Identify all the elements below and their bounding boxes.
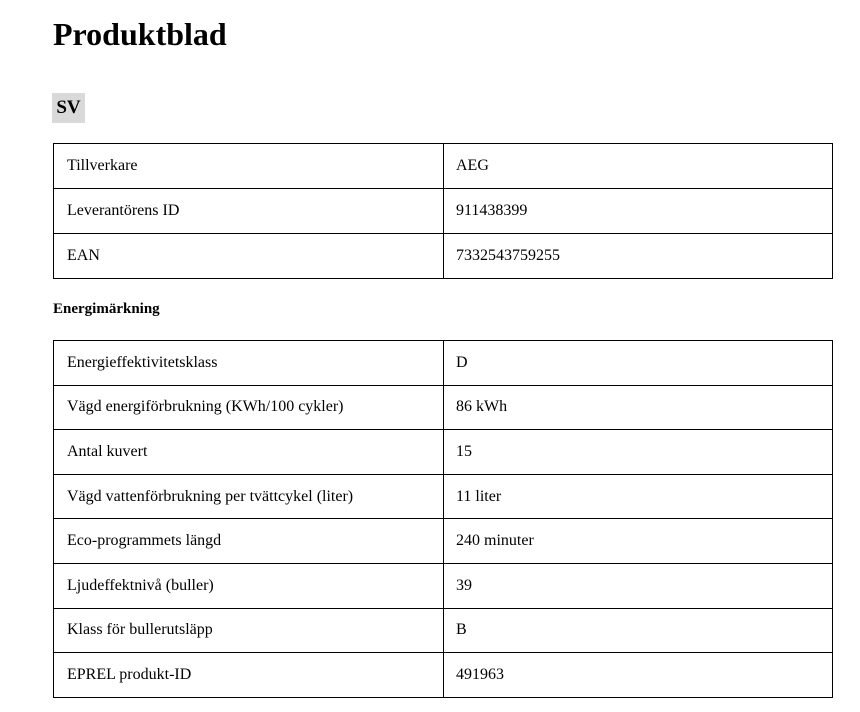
table-row <box>54 189 833 234</box>
table-row <box>54 144 833 189</box>
page-title: Produktblad <box>53 16 227 52</box>
row-label: Ljudeffektnivå (buller) <box>54 563 444 608</box>
row-value: 240 minuter <box>444 519 833 564</box>
row-value: B <box>444 608 833 653</box>
row-label: EAN <box>54 234 444 279</box>
row-value: D <box>444 341 833 386</box>
table-row <box>54 519 833 564</box>
row-value: 7332543759255 <box>444 234 833 279</box>
row-value: 491963 <box>444 653 833 698</box>
table-row <box>54 430 833 475</box>
row-label: Leverantörens ID <box>54 189 444 234</box>
row-value: 39 <box>444 563 833 608</box>
row-label: Antal kuvert <box>54 430 444 475</box>
energy-section-heading: Energimärkning <box>53 301 160 317</box>
table-row <box>54 653 833 698</box>
general-info-table <box>53 143 833 279</box>
row-label: Tillverkare <box>54 144 444 189</box>
row-label: Vägd energiförbrukning (KWh/100 cykler) <box>54 385 444 430</box>
row-label: EPREL produkt-ID <box>54 653 444 698</box>
table-row <box>54 234 833 279</box>
table-row <box>54 385 833 430</box>
row-value: 11 liter <box>444 474 833 519</box>
row-value: 911438399 <box>444 189 833 234</box>
row-label: Klass för bullerutsläpp <box>54 608 444 653</box>
row-value: 15 <box>444 430 833 475</box>
table-row <box>54 608 833 653</box>
row-value: 86 kWh <box>444 385 833 430</box>
row-label: Energieffektivitetsklass <box>54 341 444 386</box>
row-label: Vägd vattenförbrukning per tvättcykel (liter) <box>54 474 444 519</box>
row-value: AEG <box>444 144 833 189</box>
language-badge: SV <box>52 93 85 123</box>
row-label: Eco-programmets längd <box>54 519 444 564</box>
table-row <box>54 563 833 608</box>
table-row <box>54 341 833 386</box>
table-row <box>54 474 833 519</box>
energy-label-table <box>53 340 833 698</box>
